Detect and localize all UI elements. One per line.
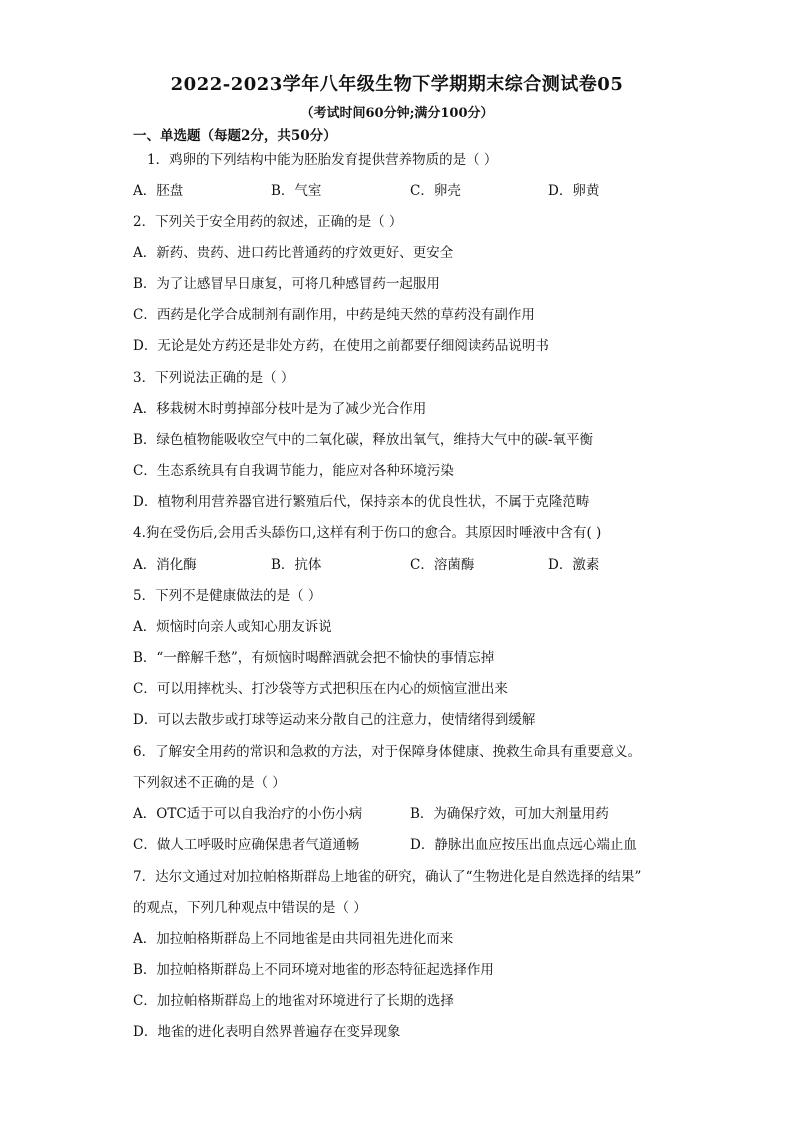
question-7-option-c: C．加拉帕格斯群岛上的地雀对环境进行了长期的选择 bbox=[133, 993, 454, 1009]
question-7-option-d: D．地雀的进化表明自然界普遍存在变异现象 bbox=[133, 1024, 401, 1040]
question-6-stem-line-1: 6．了解安全用药的常识和急救的方法，对于保障身体健康、挽救生命具有重要意义。 bbox=[133, 744, 642, 760]
question-6-stem-line-2: 下列叙述不正确的是（ ） bbox=[133, 775, 286, 791]
question-5-stem: 5．下列不是健康做法的是（ ） bbox=[133, 588, 322, 604]
question-2-stem: 2．下列关于安全用药的叙述，正确的是（ ） bbox=[133, 214, 403, 230]
question-6-option-a: A．OTC适于可以自我治疗的小伤小病 bbox=[133, 806, 363, 822]
question-3-option-b: B．绿色植物能吸收空气中的二氧化碳，释放出氧气，维持大气中的碳-氧平衡 bbox=[133, 432, 593, 448]
question-3-option-c: C．生态系统具有自我调节能力，能应对各种环境污染 bbox=[133, 463, 454, 479]
question-7-stem-line-2: 的观点，下列几种观点中错误的是（ ） bbox=[133, 900, 367, 916]
question-3-stem: 3．下列说法正确的是（ ） bbox=[133, 370, 295, 386]
question-5-option-c: C．可以用摔枕头、打沙袋等方式把积压在内心的烦恼宣泄出来 bbox=[133, 681, 508, 697]
question-2-option-b: B．为了让感冒早日康复，可将几种感冒药一起服用 bbox=[133, 276, 440, 292]
exam-title: 2022-2023学年八年级生物下学期期末综合测试卷05 bbox=[170, 74, 624, 95]
section-heading: 一、单选题（每题2分，共50分） bbox=[133, 128, 337, 144]
question-7-option-b: B．加拉帕格斯群岛上不同环境对地雀的形态特征起选择作用 bbox=[133, 962, 494, 978]
exam-subtitle: （考试时间60分钟;满分100分） bbox=[300, 106, 494, 121]
question-3-option-a: A．移栽树木时剪掉部分枝叶是为了减少光合作用 bbox=[133, 401, 427, 417]
question-2-option-d: D．无论是处方药还是非处方药，在使用之前都要仔细阅读药品说明书 bbox=[133, 338, 549, 354]
question-1-option-b: B．气室 bbox=[271, 183, 322, 199]
question-7-stem-line-1: 7．达尔文通过对加拉帕格斯群岛上地雀的研究，确认了“生物进化是自然选择的结果” bbox=[133, 869, 642, 885]
question-2-option-a: A．新药、贵药、进口药比普通药的疗效更好、更安全 bbox=[133, 245, 454, 261]
question-5-option-d: D．可以去散步或打球等运动来分散自己的注意力，使情绪得到缓解 bbox=[133, 712, 536, 728]
question-3-option-d: D．植物利用营养器官进行繁殖后代，保持亲本的优良性状，不属于克隆范畴 bbox=[133, 494, 590, 510]
question-1-stem: 1．鸡卵的下列结构中能为胚胎发育提供营养物质的是（ ） bbox=[147, 152, 498, 168]
question-5-option-b: B．“一醉解千愁”，有烦恼时喝醉酒就会把不愉快的事情忘掉 bbox=[133, 650, 495, 666]
question-1-option-d: D．卵黄 bbox=[548, 183, 600, 199]
question-2-option-c: C．西药是化学合成制剂有副作用，中药是纯天然的草药没有副作用 bbox=[133, 307, 535, 323]
question-4-stem: 4.狗在受伤后,会用舌头舔伤口,这样有利于伤口的愈合。其原因时唾液中含有( ) bbox=[133, 525, 602, 541]
question-7-option-a: A．加拉帕格斯群岛上不同地雀是由共同祖先进化而来 bbox=[133, 931, 454, 947]
question-4-option-b: B．抗体 bbox=[271, 557, 322, 573]
question-6-option-c: C．做人工呼吸时应确保患者气道通畅 bbox=[133, 837, 360, 853]
question-6-option-d: D．静脉出血应按压出血点远心端止血 bbox=[410, 837, 637, 853]
question-4-option-a: A．消化酶 bbox=[133, 557, 197, 573]
question-5-option-a: A．烦恼时向亲人或知心朋友诉说 bbox=[133, 619, 332, 635]
question-1-option-c: C．卵壳 bbox=[410, 183, 461, 199]
question-1-option-a: A．胚盘 bbox=[133, 183, 184, 199]
question-6-option-b: B．为确保疗效，可加大剂量用药 bbox=[410, 806, 609, 822]
question-4-option-d: D．激素 bbox=[548, 557, 600, 573]
question-4-option-c: C．溶菌酶 bbox=[410, 557, 475, 573]
